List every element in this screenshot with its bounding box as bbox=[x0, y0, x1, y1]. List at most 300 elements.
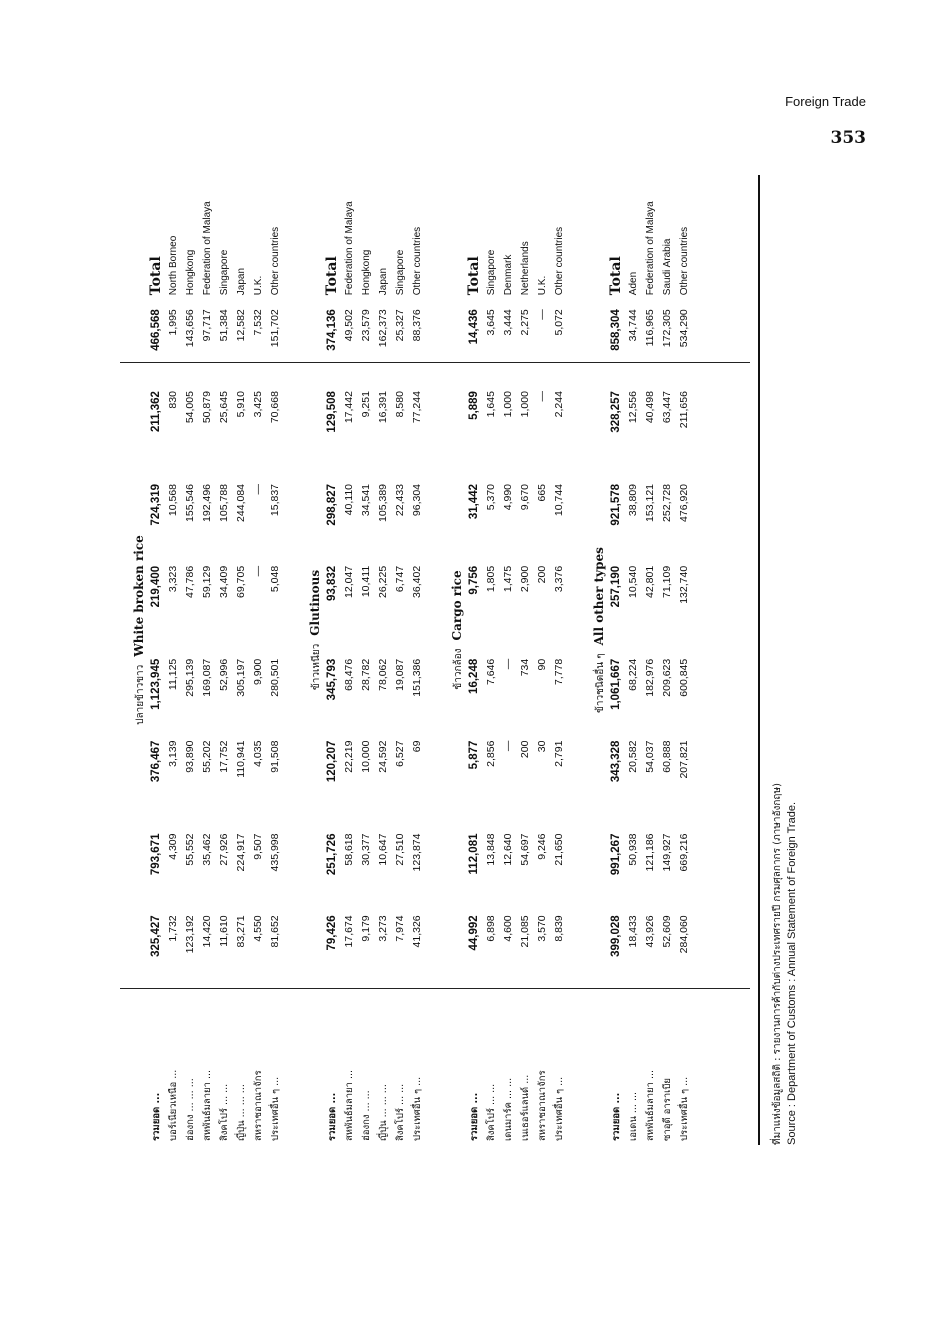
country-english: North Borneo bbox=[168, 235, 179, 296]
value-cell: 9,900 bbox=[252, 658, 264, 686]
section-title-english: White broken rice bbox=[132, 535, 146, 657]
table-section bbox=[590, 175, 693, 1145]
value-cell: 40,498 bbox=[644, 391, 656, 424]
column-rule bbox=[120, 988, 750, 989]
country-thai: รวมยอด ... bbox=[151, 1092, 162, 1141]
value-cell: 143,656 bbox=[184, 309, 196, 348]
value-cell: 8,580 bbox=[394, 391, 406, 418]
section-title bbox=[590, 175, 608, 1145]
value-cell: 6,527 bbox=[394, 740, 406, 767]
country-thai: ฮ่องกง ... ... ... bbox=[185, 1078, 196, 1141]
value-cell: 207,821 bbox=[678, 740, 690, 779]
value-cell: 17,752 bbox=[218, 740, 230, 773]
value-cell: 22,219 bbox=[343, 740, 355, 773]
value-cell: 52,609 bbox=[661, 915, 673, 948]
value-cell: 9,251 bbox=[360, 391, 372, 418]
country-thai: เดนมาร์ค ... ... bbox=[503, 1077, 514, 1141]
value-cell: 991,267 bbox=[610, 833, 622, 876]
section-title bbox=[130, 175, 148, 1145]
value-cell: 376,467 bbox=[150, 740, 162, 783]
country-thai: รวมยอด ... bbox=[469, 1092, 480, 1141]
running-head: Foreign Trade bbox=[785, 94, 866, 109]
value-cell: 26,225 bbox=[377, 565, 389, 598]
value-cell: 305,197 bbox=[235, 658, 247, 697]
country-thai: สหราชอาณาจักร bbox=[537, 1070, 548, 1141]
table-row bbox=[165, 175, 182, 1145]
value-cell: 116,965 bbox=[644, 309, 656, 347]
value-cell: 58,618 bbox=[343, 833, 355, 866]
country-thai: สหพันธ์มลายา ... bbox=[202, 1069, 213, 1141]
value-cell: 830 bbox=[167, 391, 179, 409]
table-section bbox=[448, 175, 568, 1145]
value-cell: 18,433 bbox=[627, 915, 639, 948]
table-row bbox=[233, 175, 250, 1145]
value-cell: 7,974 bbox=[394, 915, 406, 942]
value-cell: 30,377 bbox=[360, 833, 372, 866]
value-cell: 1,123,945 bbox=[150, 658, 162, 710]
value-cell: 10,744 bbox=[553, 483, 565, 517]
source-thai: ที่มาแห่งข้อมูลสถิติ : รายงานการค้ากับต่างประเทศรายปี กรมศุลกากร (ภาษาอังกฤษ) bbox=[772, 783, 783, 1145]
value-cell: 724,319 bbox=[150, 483, 162, 526]
value-cell: — bbox=[536, 391, 548, 402]
value-cell: 3,139 bbox=[167, 740, 179, 767]
country-english: Hongkong bbox=[185, 249, 196, 296]
value-cell: 55,552 bbox=[184, 833, 196, 866]
source-english: Source : Department of Customs : Annual Statement of Foreign Trade. bbox=[786, 801, 798, 1145]
section-title-thai: ข้าวเหนียว bbox=[311, 643, 322, 691]
country-english: Japan bbox=[378, 267, 389, 296]
country-thai: ประเทศอื่น ๆ ... bbox=[679, 1076, 690, 1141]
value-cell: 192,496 bbox=[201, 483, 213, 522]
value-cell: 19,087 bbox=[394, 658, 406, 691]
value-cell: 12,582 bbox=[235, 309, 247, 342]
value-cell: 25,327 bbox=[394, 309, 406, 342]
value-cell: 12,556 bbox=[627, 391, 639, 424]
value-cell: 35,462 bbox=[201, 833, 213, 866]
value-cell: 50,879 bbox=[201, 391, 213, 424]
value-cell: 3,645 bbox=[485, 309, 497, 336]
country-english: Hongkong bbox=[361, 249, 372, 296]
value-cell: 40,110 bbox=[343, 483, 355, 516]
value-cell: 13,848 bbox=[485, 833, 497, 866]
value-cell: 1,475 bbox=[502, 565, 514, 593]
table-row bbox=[551, 175, 568, 1145]
value-cell: 224,917 bbox=[235, 833, 247, 872]
country-english: Singapore bbox=[395, 249, 406, 296]
value-cell: 1,061,667 bbox=[610, 658, 622, 710]
value-cell: 9,246 bbox=[536, 833, 548, 860]
value-cell: 42,801 bbox=[644, 565, 656, 598]
value-cell: 50,938 bbox=[627, 833, 639, 866]
value-cell: — bbox=[252, 483, 264, 495]
value-cell: 112,081 bbox=[468, 833, 480, 875]
value-cell: 96,304 bbox=[411, 483, 423, 517]
country-thai: บอร์เนียวเหนือ ... bbox=[168, 1069, 179, 1141]
value-cell: 55,202 bbox=[201, 740, 213, 773]
value-cell: 15,837 bbox=[269, 483, 281, 517]
table-row bbox=[250, 175, 267, 1145]
value-cell: 14,436 bbox=[468, 309, 480, 345]
value-cell: 34,744 bbox=[627, 309, 639, 342]
country-english: Denmark bbox=[503, 254, 514, 296]
value-cell: 328,257 bbox=[610, 391, 622, 433]
country-english: Saudi Arabia bbox=[662, 238, 673, 296]
value-cell: 151,702 bbox=[269, 309, 281, 348]
value-cell: 54,037 bbox=[644, 740, 656, 773]
value-cell: 41,326 bbox=[411, 915, 423, 948]
country-english: U.K. bbox=[537, 275, 548, 296]
table-section bbox=[130, 175, 284, 1145]
value-cell: 97,717 bbox=[201, 309, 213, 342]
value-cell: 68,224 bbox=[627, 658, 639, 691]
value-cell: 4,309 bbox=[167, 833, 179, 860]
value-cell: 3,273 bbox=[377, 915, 389, 942]
value-cell: 52,996 bbox=[218, 658, 230, 691]
table-row bbox=[676, 175, 693, 1145]
value-cell: 17,442 bbox=[343, 391, 355, 424]
section-title-thai: ปลายข้าวขาว bbox=[135, 664, 146, 725]
column-rule bbox=[120, 362, 750, 363]
value-cell: 93,890 bbox=[184, 740, 196, 773]
value-cell: 5,889 bbox=[468, 391, 480, 420]
value-cell: 6,747 bbox=[394, 565, 406, 593]
country-english: Federation of Malaya bbox=[344, 201, 355, 296]
value-cell: 295,139 bbox=[184, 658, 196, 697]
country-english: Aden bbox=[628, 271, 639, 296]
value-cell: 244,084 bbox=[235, 483, 247, 522]
value-cell: 30 bbox=[536, 740, 548, 753]
value-cell: 123,874 bbox=[411, 833, 423, 872]
value-cell: 24,592 bbox=[377, 740, 389, 773]
value-cell: 2,244 bbox=[553, 391, 565, 418]
country-english: Other countries bbox=[412, 226, 423, 296]
section-title-english: Glutinous bbox=[308, 569, 322, 636]
value-cell: 1,732 bbox=[167, 915, 179, 942]
value-cell: 280,501 bbox=[269, 658, 281, 697]
value-cell: 21,650 bbox=[553, 833, 565, 866]
value-cell: 155,546 bbox=[184, 483, 196, 522]
value-cell: 669,216 bbox=[678, 833, 690, 872]
value-cell: 734 bbox=[519, 658, 531, 677]
total-row bbox=[466, 175, 483, 1145]
country-thai: สหพันธ์มลายา ... bbox=[344, 1069, 355, 1141]
value-cell: 77,244 bbox=[411, 391, 423, 424]
value-cell: 54,697 bbox=[519, 833, 531, 866]
value-cell: 23,579 bbox=[360, 309, 372, 342]
value-cell: 257,190 bbox=[610, 565, 622, 608]
table-row bbox=[409, 175, 426, 1145]
table-row bbox=[199, 175, 216, 1145]
value-cell: 2,856 bbox=[485, 740, 497, 767]
value-cell: 5,877 bbox=[468, 740, 480, 770]
value-cell: 153,121 bbox=[644, 483, 656, 522]
value-cell: 38,809 bbox=[627, 483, 639, 517]
section-title bbox=[306, 175, 324, 1145]
value-cell: 4,550 bbox=[252, 915, 264, 942]
value-cell: 44,992 bbox=[468, 915, 480, 951]
table-row bbox=[341, 175, 358, 1145]
value-cell: 5,048 bbox=[269, 565, 281, 593]
table-row bbox=[534, 175, 551, 1145]
value-cell: 27,926 bbox=[218, 833, 230, 866]
table-row bbox=[483, 175, 500, 1145]
value-cell: 211,362 bbox=[150, 391, 162, 432]
table-row bbox=[517, 175, 534, 1145]
value-cell: 3,570 bbox=[536, 915, 548, 942]
value-cell: 36,402 bbox=[411, 565, 423, 598]
value-cell: 14,420 bbox=[201, 915, 213, 948]
section-title-thai: ข้าวกล้อง bbox=[453, 648, 464, 690]
value-cell: 28,782 bbox=[360, 658, 372, 691]
value-cell: 59,129 bbox=[201, 565, 213, 598]
value-cell: 169,087 bbox=[201, 658, 213, 697]
value-cell: 88,376 bbox=[411, 309, 423, 342]
country-english: Federation of Malaya bbox=[202, 201, 213, 296]
value-cell: 399,028 bbox=[610, 915, 622, 957]
country-thai: รวมยอด ... bbox=[327, 1092, 338, 1141]
total-row bbox=[324, 175, 341, 1145]
country-thai: สหราชอาณาจักร bbox=[253, 1070, 264, 1141]
page-number: 353 bbox=[830, 128, 866, 148]
value-cell: 132,740 bbox=[678, 565, 690, 604]
value-cell: 4,035 bbox=[252, 740, 264, 767]
value-cell: 71,109 bbox=[661, 565, 673, 598]
value-cell: 69 bbox=[411, 740, 423, 753]
value-cell: 22,433 bbox=[394, 483, 406, 517]
value-cell: 9,756 bbox=[468, 565, 480, 595]
country-english: Total bbox=[148, 256, 164, 296]
value-cell: 149,927 bbox=[661, 833, 673, 872]
value-cell: 25,645 bbox=[218, 391, 230, 424]
value-cell: 123,192 bbox=[184, 915, 196, 954]
value-cell: 298,827 bbox=[326, 483, 338, 526]
section-title bbox=[448, 175, 466, 1145]
value-cell: 2,791 bbox=[553, 740, 565, 767]
value-cell: — bbox=[502, 740, 514, 752]
country-thai: ประเทศอื่น ๆ ... bbox=[412, 1076, 423, 1141]
value-cell: 120,207 bbox=[326, 740, 338, 783]
value-cell: 2,900 bbox=[519, 565, 531, 593]
value-cell: 110,941 bbox=[235, 740, 247, 778]
value-cell: 1,995 bbox=[167, 309, 179, 336]
rice-export-table bbox=[130, 175, 693, 1145]
table-row bbox=[267, 175, 284, 1145]
value-cell: 7,778 bbox=[553, 658, 565, 686]
value-cell: 476,920 bbox=[678, 483, 690, 522]
table-section bbox=[306, 175, 426, 1145]
value-cell: 34,409 bbox=[218, 565, 230, 598]
country-english: Other countries bbox=[554, 226, 565, 296]
section-title-english: All other types bbox=[592, 547, 606, 646]
value-cell: 16,248 bbox=[468, 658, 480, 694]
value-cell: 105,788 bbox=[218, 483, 230, 522]
value-cell: 200 bbox=[536, 565, 548, 584]
value-cell: 4,600 bbox=[502, 915, 514, 942]
value-cell: 12,047 bbox=[343, 565, 355, 598]
value-cell: 172,305 bbox=[661, 309, 673, 348]
country-english: Total bbox=[466, 256, 482, 296]
value-cell: 5,370 bbox=[485, 483, 497, 511]
value-cell: 10,000 bbox=[360, 740, 372, 773]
value-cell: 921,578 bbox=[610, 483, 622, 526]
value-cell: 10,540 bbox=[627, 565, 639, 598]
value-cell: 251,726 bbox=[326, 833, 338, 876]
value-cell: 3,425 bbox=[252, 391, 264, 418]
value-cell: 3,376 bbox=[553, 565, 565, 593]
source-note bbox=[770, 175, 800, 1145]
country-thai: สิงคโปร์ ... ... bbox=[395, 1083, 406, 1141]
value-cell: 793,671 bbox=[150, 833, 162, 876]
value-cell: 9,507 bbox=[252, 833, 264, 860]
value-cell: 1,805 bbox=[485, 565, 497, 593]
value-cell: 7,646 bbox=[485, 658, 497, 686]
value-cell: 1,000 bbox=[519, 391, 531, 418]
value-cell: 11,125 bbox=[167, 658, 179, 691]
table-row bbox=[375, 175, 392, 1145]
section-title-thai: ข้าวชนิดอื่น ๆ bbox=[595, 653, 606, 713]
country-thai: เอเดน ... ... bbox=[628, 1091, 639, 1141]
country-english: U.K. bbox=[253, 275, 264, 296]
value-cell: 49,502 bbox=[343, 309, 355, 342]
value-cell: 7,532 bbox=[252, 309, 264, 336]
value-cell: 121,186 bbox=[644, 833, 656, 872]
value-cell: 3,444 bbox=[502, 309, 514, 336]
value-cell: 466,568 bbox=[150, 309, 162, 351]
value-cell: 182,976 bbox=[644, 658, 656, 697]
value-cell: — bbox=[252, 565, 264, 577]
value-cell: 534,290 bbox=[678, 309, 690, 348]
country-thai: สิงคโปร์ ... ... bbox=[486, 1083, 497, 1141]
country-english: Total bbox=[608, 256, 624, 296]
value-cell: 4,990 bbox=[502, 483, 514, 511]
table-row bbox=[358, 175, 375, 1145]
country-thai: สหพันธ์มลายา ... bbox=[645, 1069, 656, 1141]
value-cell: 83,271 bbox=[235, 915, 247, 948]
country-english: Singapore bbox=[219, 249, 230, 296]
value-cell: 129,508 bbox=[326, 391, 338, 433]
value-cell: 252,728 bbox=[661, 483, 673, 522]
value-cell: — bbox=[536, 309, 548, 320]
value-cell: 9,179 bbox=[360, 915, 372, 942]
value-cell: 17,674 bbox=[343, 915, 355, 948]
value-cell: 9,670 bbox=[519, 483, 531, 511]
value-cell: 54,005 bbox=[184, 391, 196, 424]
value-cell: 284,060 bbox=[678, 915, 690, 954]
value-cell: 69,705 bbox=[235, 565, 247, 598]
value-cell: 34,541 bbox=[360, 483, 372, 517]
table-row bbox=[182, 175, 199, 1145]
value-cell: 211,656 bbox=[678, 391, 690, 429]
value-cell: 343,328 bbox=[610, 740, 622, 783]
value-cell: 47,786 bbox=[184, 565, 196, 598]
value-cell: 79,426 bbox=[326, 915, 338, 951]
value-cell: 200 bbox=[519, 740, 531, 759]
value-cell: 12,640 bbox=[502, 833, 514, 866]
country-thai: รวมยอด ... bbox=[611, 1092, 622, 1141]
value-cell: 91,508 bbox=[269, 740, 281, 773]
value-cell: 16,391 bbox=[377, 391, 389, 424]
value-cell: 10,647 bbox=[377, 833, 389, 866]
horizontal-rule bbox=[758, 175, 760, 1145]
value-cell: 60,888 bbox=[661, 740, 673, 773]
country-thai: ประเทศอื่น ๆ ... bbox=[554, 1076, 565, 1141]
value-cell: 51,384 bbox=[218, 309, 230, 342]
value-cell: 20,582 bbox=[627, 740, 639, 773]
value-cell: 70,668 bbox=[269, 391, 281, 424]
table-row bbox=[216, 175, 233, 1145]
value-cell: 209,623 bbox=[661, 658, 673, 697]
value-cell: 11,610 bbox=[218, 915, 230, 947]
value-cell: 600,845 bbox=[678, 658, 690, 697]
table-row bbox=[500, 175, 517, 1145]
value-cell: 8,839 bbox=[553, 915, 565, 942]
value-cell: 81,652 bbox=[269, 915, 281, 948]
country-thai: ซาอุดี อาราเบีย bbox=[662, 1078, 673, 1141]
country-thai: เนเธอร์แลนด์ ... bbox=[520, 1074, 531, 1141]
value-cell: 2,275 bbox=[519, 309, 531, 336]
table-row bbox=[625, 175, 642, 1145]
section-title-english: Cargo rice bbox=[450, 570, 464, 641]
country-english: Singapore bbox=[486, 249, 497, 296]
table-row bbox=[659, 175, 676, 1145]
country-thai: ฮ่องกง ... ... bbox=[361, 1090, 372, 1141]
value-cell: 68,476 bbox=[343, 658, 355, 691]
value-cell: 345,793 bbox=[326, 658, 338, 701]
value-cell: — bbox=[502, 658, 514, 670]
value-cell: 5,072 bbox=[553, 309, 565, 336]
value-cell: 6,898 bbox=[485, 915, 497, 942]
value-cell: 219,400 bbox=[150, 565, 162, 608]
value-cell: 374,136 bbox=[326, 309, 338, 351]
rotated-table bbox=[130, 175, 798, 1145]
value-cell: 10,568 bbox=[167, 483, 179, 517]
total-row bbox=[608, 175, 625, 1145]
value-cell: 5,910 bbox=[235, 391, 247, 418]
value-cell: 43,926 bbox=[644, 915, 656, 948]
value-cell: 93,832 bbox=[326, 565, 338, 601]
country-english: Other countries bbox=[679, 226, 690, 296]
value-cell: 162,373 bbox=[377, 309, 389, 348]
value-cell: 105,389 bbox=[377, 483, 389, 522]
country-thai: ญี่ปุ่น ... ... ... bbox=[378, 1084, 389, 1141]
country-thai: ประเทศอื่น ๆ ... bbox=[270, 1076, 281, 1141]
value-cell: 1,645 bbox=[485, 391, 497, 418]
value-cell: 325,427 bbox=[150, 915, 162, 957]
table-row bbox=[392, 175, 409, 1145]
value-cell: 3,323 bbox=[167, 565, 179, 593]
value-cell: 1,000 bbox=[502, 391, 514, 418]
table-row bbox=[642, 175, 659, 1145]
country-english: Netherlands bbox=[520, 241, 531, 296]
value-cell: 151,386 bbox=[411, 658, 423, 697]
value-cell: 31,442 bbox=[468, 483, 480, 520]
country-english: Total bbox=[324, 256, 340, 296]
value-cell: 10,411 bbox=[360, 565, 372, 598]
value-cell: 63,447 bbox=[661, 391, 673, 424]
country-english: Federation of Malaya bbox=[645, 201, 656, 296]
total-row bbox=[148, 175, 165, 1145]
value-cell: 21,085 bbox=[519, 915, 531, 948]
value-cell: 435,998 bbox=[269, 833, 281, 872]
value-cell: 27,510 bbox=[394, 833, 406, 866]
value-cell: 78,062 bbox=[377, 658, 389, 691]
value-cell: 858,304 bbox=[610, 309, 622, 351]
country-thai: ญี่ปุ่น ... ... ... bbox=[236, 1084, 247, 1141]
country-english: Japan bbox=[236, 267, 247, 296]
country-english: Other countries bbox=[270, 226, 281, 296]
value-cell: 90 bbox=[536, 658, 548, 671]
value-cell: 665 bbox=[536, 483, 548, 502]
